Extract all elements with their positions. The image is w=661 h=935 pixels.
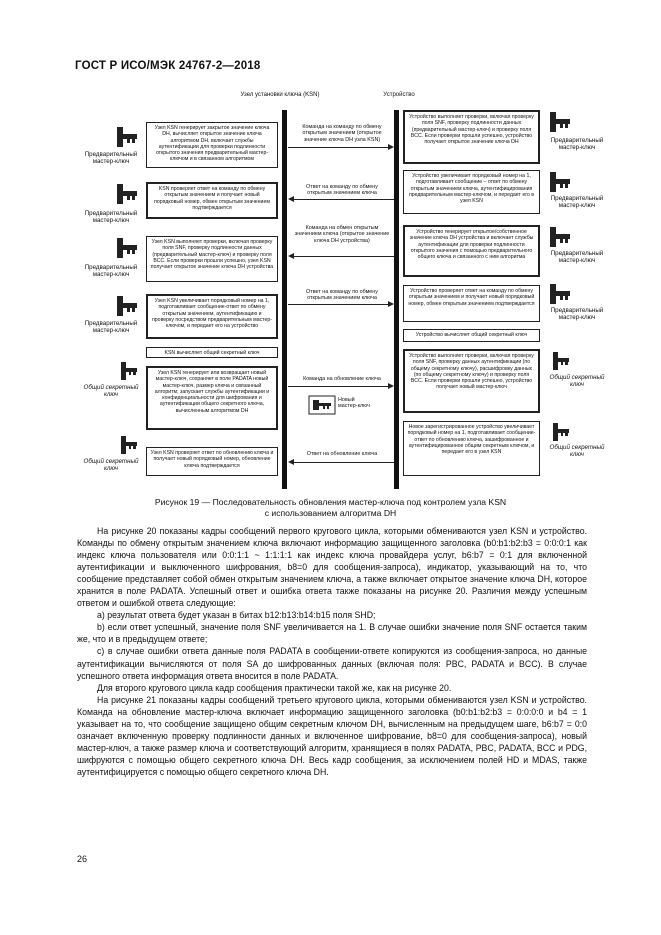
message-label: Новый мастер-ключ xyxy=(338,397,370,410)
paragraph: На рисунке 21 показаны кадры сообщений третьего кругового цикла, которыми обмениваются узел KSN и устройство. Команда на обновление мастер-ключа включает информацию защищенного заголовка (b0:b1:b2:b3 = 0:0:0:0 и b4 = 1 указывает на то, что сообщение защищено общим секретным ключом DH, вычисленным на предыдущем шаге, b6:b7 = 0:0 означает включенную проверку подлинности данных и включенное шифрование, b8=0 для сообщения-запроса), новый мастер-ключ, а также размер ключа и соответствующий алгоритм, хранящиеся в полях PADATA, PBC, PADATA, BCC и PDG, шифруются с помощью общего секретного ключа DH. Весь кадр сообщения, за исключением полей HD и MDAS, также аутентифицируется с помощью общего секретного ключа DH. xyxy=(77,694,587,777)
key-icon xyxy=(548,170,572,194)
key-label: Предварительный мастер-ключ xyxy=(550,137,604,152)
caption-line: с использованием алгоритма DH xyxy=(264,508,397,518)
key-label: Общий секретный ключ xyxy=(83,458,139,473)
ksn-step-box: KSN вычисляет общий секретный ключ xyxy=(146,347,278,358)
page-number: 26 xyxy=(77,854,88,864)
device-step-box: Устройство выполняет проверки, включая проверку поля SNF, проверку данных аутентификации (по общему секретному ключу), расшифровку данных (по общему секретному ключу) и проверку поля BCC. Если проверки прошли успешно, устройство получает новый мастер-ключ xyxy=(403,349,540,413)
message-label: Команда на обновление ключа xyxy=(303,376,381,382)
paragraph: Для второго кругового цикла кадр сообщения практически такой же, как на рисунке 20. xyxy=(97,682,452,693)
key-label: Общий секретный ключ xyxy=(549,374,605,389)
body-text xyxy=(77,525,587,778)
key-icon xyxy=(548,225,572,249)
key-icon xyxy=(120,361,138,381)
device-step-box: Устройство увеличивает порядковый номер на 1, подготавливает сообщение – ответ по обмену открытым значением ключа, аутентифицирования предварительным мастер-ключом, и передает его в узел KSN xyxy=(403,170,540,214)
key-label: Предварительный мастер-ключ xyxy=(84,320,138,335)
message-label: Команда на команду по обмену открытым значением (открытое значение ключа DH узла KSN) xyxy=(302,124,382,143)
ksn-step-box: Узел KSN генерирует или возвращает новый мастер-ключ, сохраняет в поле PADATA новый мастер-ключ, размер ключа и связанный алгоритм; запускает службы аутентификации и конфиденциальности для шифрования и аутентификации общего секретного ключа, вычисленным алгоритмом DH xyxy=(146,366,278,430)
message-label: Ответ на команду по обмену открытым значением ключа xyxy=(306,289,378,302)
lane-title-device: Устройство xyxy=(383,92,415,98)
message-label: Ответ на команду по обмену открытым значением ключа xyxy=(306,184,378,197)
arrowhead-left xyxy=(288,196,294,202)
paragraph: c) в случае ошибки ответа данные поля PADATA в сообщении-ответе копируются из сообщения-запроса, но данные аутентификации вычисляются от поля SA до шифрованных данных (включая поля: PBC, PADATA и BCC). В случае успешного ответа информация ответа вносится в поле PADATA. xyxy=(77,646,587,681)
key-icon xyxy=(552,422,570,442)
arrowhead-left xyxy=(288,459,294,465)
key-icon xyxy=(552,351,570,371)
arrowhead-right xyxy=(388,144,394,150)
message-arrow xyxy=(294,462,394,463)
key-icon xyxy=(115,182,139,206)
key-label: Общий секретный ключ xyxy=(549,444,605,459)
key-icon xyxy=(548,282,572,306)
ksn-step-box: Узел KSN генерирует закрытое значение ключа DH, вычисляет открытое значение ключа алгоритмом DH, включает службы аутентификации для проверки подлинности открытого значения предварительный мастер-ключом и в связанном алгоритмом xyxy=(146,122,278,168)
key-icon xyxy=(115,294,139,318)
key-icon xyxy=(548,110,572,134)
device-lifeline xyxy=(394,110,399,489)
paragraph: На рисунке 20 показаны кадры сообщений первого кругового цикла, которыми обмениваются узел KSN и устройство. Команды по обмену открытым значением ключа включают информацию защищенного заголовка (b0:b1:b2:b3 = 0:0:0:1 как индекс ключа пользователя или 0:0:1:1 ~ 1:1:1:1 как индекс ключа провайдера услуг, b6:b7 = 0:1 для включенной аутентификации и выключенного шифрования, b8=0 для сообщения-запроса), индикатор, указывающий на то, что сообщение представляет собой обмен открытым значением ключа, а также включает открытое значение ключа DH, которое хранится в поле PADATA. Успешный ответ и ошибка ответа также показаны на рисунке 20. Различия между успешным ответом и ошибкой ответа следующие: xyxy=(77,526,587,609)
new-master-key-icon xyxy=(308,395,336,415)
key-label: Общий секретный ключ xyxy=(83,384,139,399)
ksn-step-box: Узел KSN увеличивает порядковый номер на 1, подготавливает сообщение-ответ по обмену открытым значением, аутентификацию и проверку посредством предварительным мастер-ключом, и передает его на устройство xyxy=(146,294,278,339)
message-label: Команда на обмен открытым значением ключа (открытое значение ключа DH устройства) xyxy=(294,225,390,244)
ksn-step-box: Узел KSN выполняет проверки, включая проверку поля SNF, проверку подлинности данных (предварительный мастер-ключ) и проверку поля BCC. Если проверки прошли успешно, узел KSN получает открытое значение ключа DH устройства xyxy=(146,236,278,282)
key-label: Предварительный мастер-ключ xyxy=(84,151,138,166)
message-arrow xyxy=(294,199,394,200)
device-step-box: Устройство генерирует открытое/собственное значение ключа DH устройства и включает службы аутентификации для проверки подлинности открытого значения с помощью предварительного общего ключа и связанного с ним алгоритма xyxy=(403,225,540,277)
key-icon xyxy=(120,435,138,455)
figure-caption xyxy=(0,497,661,519)
key-label: Предварительный мастер-ключ xyxy=(550,250,604,265)
device-step-box: Устройство вычисляет общий секретный ключ xyxy=(403,329,540,342)
key-label: Предварительный мастер-ключ xyxy=(550,195,604,210)
document-header: ГОСТ Р ИСО/МЭК 24767-2—2018 xyxy=(75,60,261,72)
ksn-step-box: KSN проверяет ответ на команду по обмену открытым значением и получает новый порядковый номер, обмен открытым значением подтверждается xyxy=(146,182,278,219)
ksn-step-box: Узел KSN проверяет ответ по обновлению ключа и получает новый порядковый номер, обновление ключа подтверждается xyxy=(146,447,278,476)
message-arrow xyxy=(294,256,394,257)
message-label: Ответ на обновление ключа xyxy=(306,451,378,457)
arrowhead-right xyxy=(388,383,394,389)
key-label: Предварительный мастер-ключ xyxy=(84,210,138,225)
device-step-box: Устройство выполняет проверки, включая проверку поля SNF, проверку подлинности данных (предварительный мастер-ключ) и проверку поля BCC. Если проверки прошли успешно, устройство получает открытое значение ключа DH xyxy=(403,110,540,164)
key-label: Предварительный мастер-ключ xyxy=(550,307,604,322)
caption-line: Рисунок 19 — Последовательность обновления мастер-ключа под контролем узла KSN xyxy=(154,497,507,507)
message-arrow xyxy=(288,304,388,305)
key-label: Предварительный мастер-ключ xyxy=(84,264,138,279)
key-icon xyxy=(115,125,139,149)
device-step-box: Устройство проверяет ответ на команду по обмену открытым значением и получает новый порядковый номер, обмен открытым значением подтверждается xyxy=(403,285,540,322)
arrowhead-left xyxy=(288,253,294,259)
paragraph: a) результат ответа будет указан в битах b12:b13:b14:b15 поля SHD; xyxy=(97,610,376,621)
lane-title-ksn: Узел установки ключа (KSN) xyxy=(240,92,320,98)
message-arrow xyxy=(288,386,388,387)
device-step-box: Новое зарегистрированное устройство увеличивает порядковый номер на 1, подготавливает сообщение-ответ по обновлению ключа, зашифрованное и аутентифицированное общим секретным ключом, и передает его в узел KSN xyxy=(403,421,540,476)
paragraph: b) если ответ успешный, значение поля SNF увеличивается на 1. В случае ошибки значение поля SNF остается таким же, что и в предыдущем ответе; xyxy=(77,622,587,645)
message-arrow xyxy=(288,147,388,148)
key-icon xyxy=(115,236,139,260)
ksn-lifeline xyxy=(282,110,287,489)
arrowhead-right xyxy=(388,301,394,307)
